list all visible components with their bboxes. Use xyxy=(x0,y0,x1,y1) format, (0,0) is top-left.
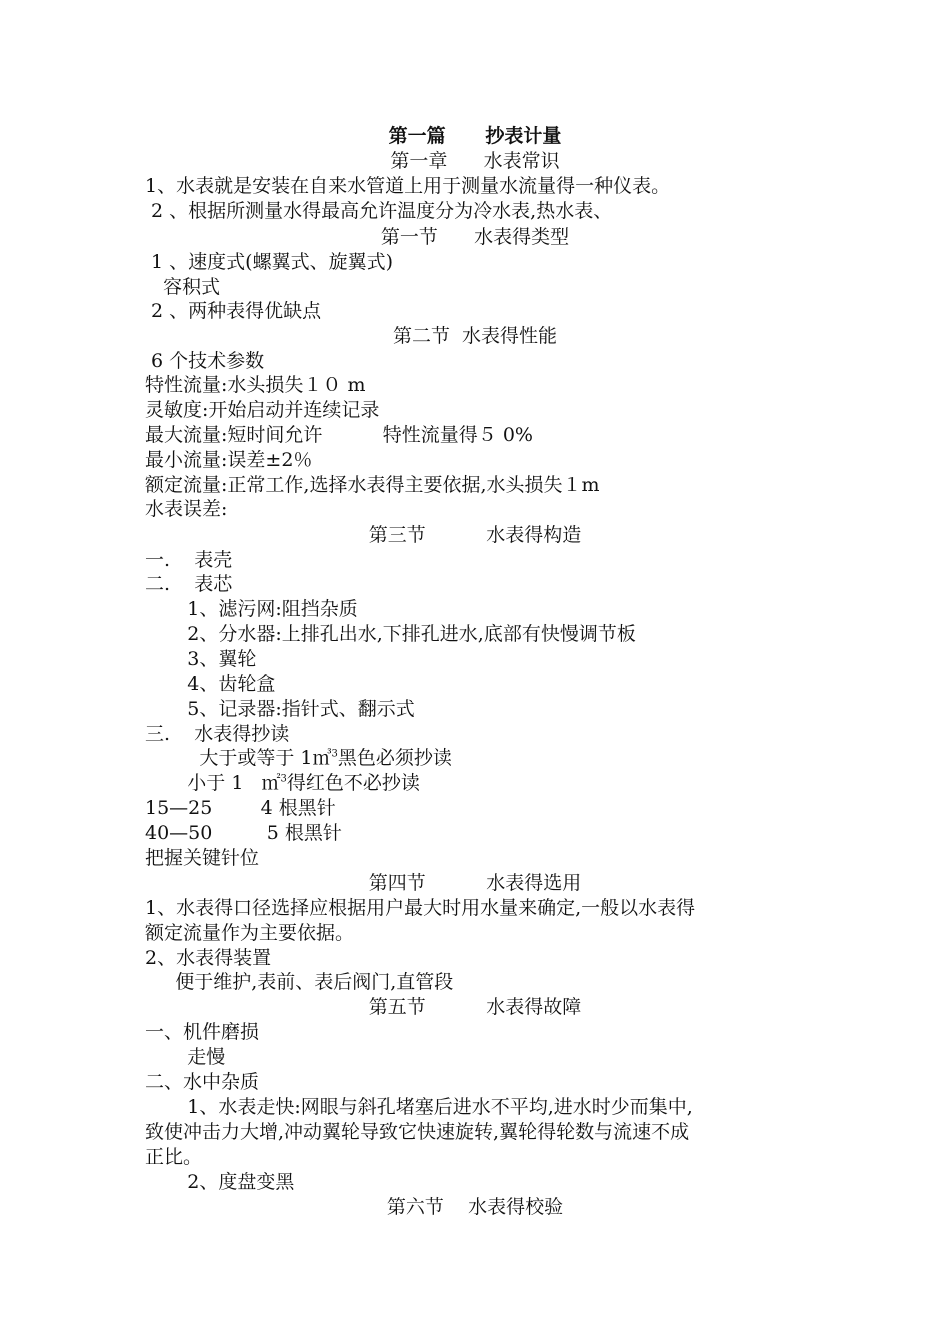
paragraph-line: 便于维护,表前、表后阀门,直管段 xyxy=(145,971,454,993)
paragraph-line: 1、水表就是安装在自来水管道上用于测量水流量得一种仪表。 xyxy=(145,175,671,197)
superscript: 3 xyxy=(331,748,338,760)
paragraph-line: 1、水表得口径选择应根据用户最大时用水量来确定,一般以水表得 xyxy=(145,897,696,919)
paragraph-line: 致使冲击力大增,冲动翼轮导致它快速旋转,翼轮得轮数与流速不成 xyxy=(145,1121,690,1143)
paragraph-line: 1、滤污网:阻挡杂质 xyxy=(145,598,358,620)
paragraph-line: 把握关键针位 xyxy=(145,847,260,869)
paragraph-line: 二、水中杂质 xyxy=(145,1071,260,1093)
section-title: 第一节 水表得类型 xyxy=(380,226,570,248)
section-title: 第二节 水表得性能 xyxy=(392,325,558,347)
paragraph-line: 1 、速度式(螺翼式、旋翼式) xyxy=(145,251,393,273)
paragraph-line: 额定流量作为主要依据。 xyxy=(145,922,355,944)
paragraph-line: 6 个技术参数 xyxy=(145,350,265,372)
paragraph-line: 一. 表壳 xyxy=(145,549,233,571)
text-run: 黑色必须抄读 xyxy=(337,747,452,769)
text-run: 大于或等于 1㎥ xyxy=(145,747,332,769)
paragraph-line: 三. 水表得抄读 xyxy=(145,723,290,745)
paragraph-line: 走慢 xyxy=(145,1046,226,1068)
paragraph-line: 额定流量:正常工作,选择水表得主要依据,水头损失１m xyxy=(145,474,600,496)
paragraph-line: 最小流量:误差±2％ xyxy=(145,449,313,471)
paragraph-line: 40—50 5 根黑针 xyxy=(145,822,342,844)
paragraph-line: 2、分水器:上排孔出水,下排孔进水,底部有快慢调节板 xyxy=(145,623,636,645)
paragraph-line: 正比。 xyxy=(145,1146,203,1168)
paragraph-line: 一、机件磨损 xyxy=(145,1021,260,1043)
paragraph-line: 特性流量:水头损失１０ m xyxy=(145,374,366,396)
superscript: 3 xyxy=(280,773,287,785)
paragraph-line: 2 、两种表得优缺点 xyxy=(145,300,322,322)
text-run: 得红色不必抄读 xyxy=(286,772,420,794)
paragraph-line: 2 、根据所测量水得最高允许温度分为冷水表,热水表、 xyxy=(145,200,613,222)
section-title: 第六节 水表得校验 xyxy=(386,1196,564,1218)
text-run: 小于 1 ㎡ xyxy=(145,772,281,794)
paragraph-line xyxy=(145,746,452,770)
part-title: 第一篇 抄表计量 xyxy=(388,125,562,147)
paragraph-line: 灵敏度:开始启动并连续记录 xyxy=(145,399,380,421)
paragraph-line: 3、翼轮 xyxy=(145,648,257,670)
paragraph-line: 容积式 xyxy=(145,276,221,298)
paragraph-line: 水表误差: xyxy=(145,498,228,520)
paragraph-line: 2、水表得装置 xyxy=(145,947,272,969)
paragraph-line: 二. 表芯 xyxy=(145,573,233,595)
paragraph-line: 2、度盘变黑 xyxy=(145,1171,295,1193)
section-title: 第四节 水表得选用 xyxy=(368,872,582,894)
chapter-title: 第一章 水表常识 xyxy=(390,150,560,172)
paragraph-line xyxy=(145,771,420,795)
paragraph-line: 15—25 4 根黑针 xyxy=(145,797,336,819)
paragraph-line: 1、水表走快:网眼与斜孔堵塞后进水不平均,进水时少而集中, xyxy=(145,1096,693,1118)
paragraph-line: 最大流量:短时间允许 特性流量得５ 0% xyxy=(145,424,533,446)
paragraph-line: 4、齿轮盒 xyxy=(145,673,276,695)
paragraph-line: 5、记录器:指针式、翻示式 xyxy=(145,698,415,720)
section-title: 第三节 水表得构造 xyxy=(368,524,582,546)
section-title: 第五节 水表得故障 xyxy=(368,996,582,1018)
